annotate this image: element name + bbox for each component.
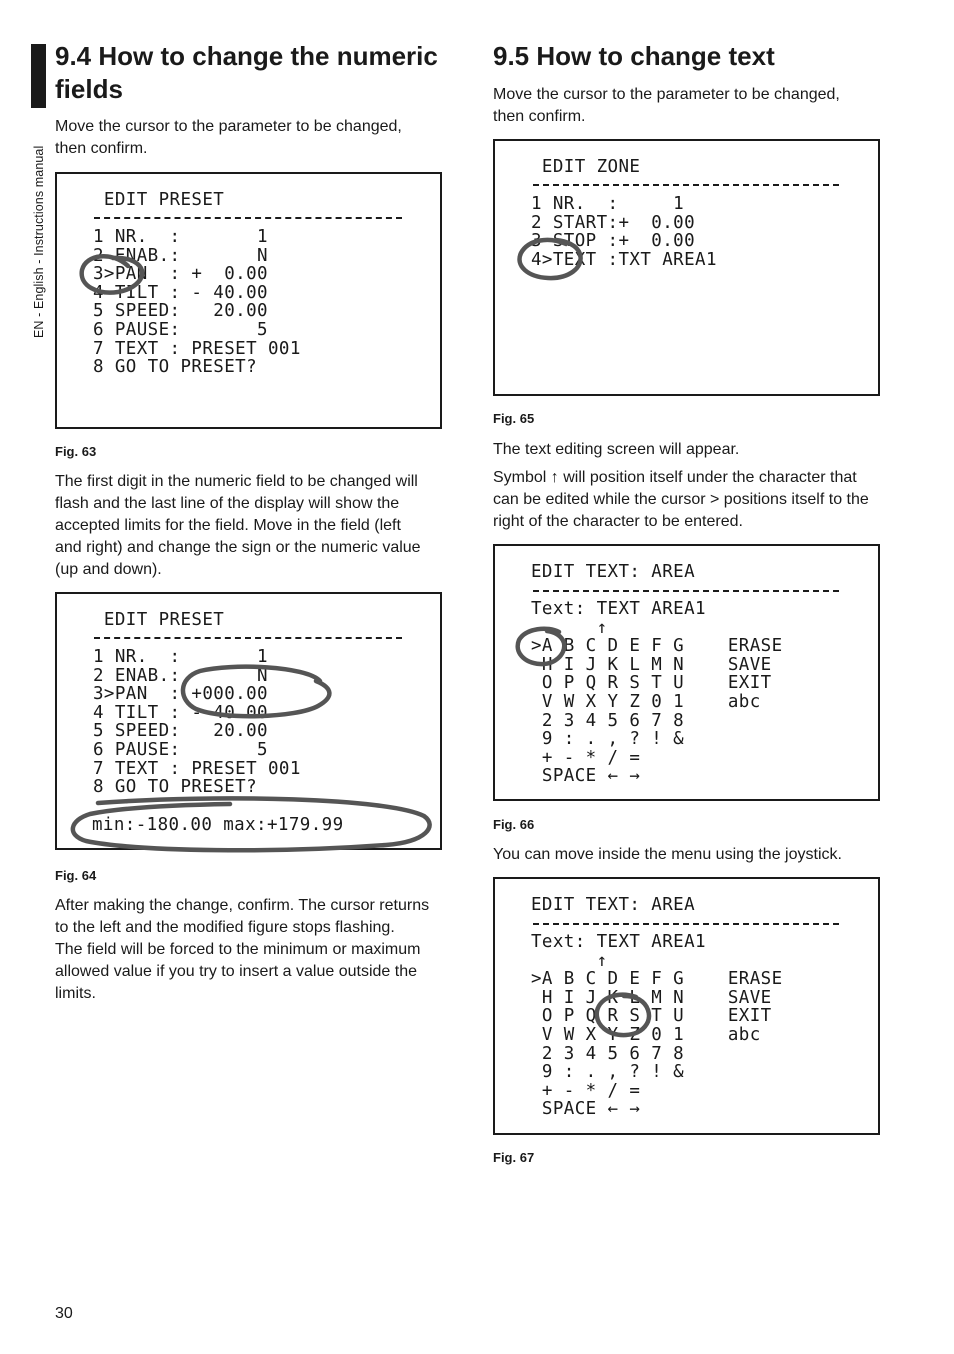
left-para1-line2: flash and the last line of the display will show the — [55, 495, 400, 512]
fig67-row-v: V W X Y Z 0 1 abc — [531, 1025, 761, 1045]
fig66-row-v: V W X Y Z 0 1 abc — [531, 692, 761, 712]
fig64-line-nr: 1 NR. : 1 — [93, 647, 268, 667]
fig64-caption: Fig. 64 — [55, 868, 97, 883]
right-para1: The text editing screen will appear. — [493, 441, 740, 458]
fig63-line-goto: 8 GO TO PRESET? — [93, 357, 258, 378]
fig63-title: EDIT PRESET — [93, 190, 225, 210]
fig66-row-o: O P Q R S T U EXIT — [531, 673, 772, 694]
fig64-display — [55, 592, 442, 850]
left-para2-line4: allowed value if you try to insert a value outside the — [55, 963, 417, 980]
heading-9-4-line1: 9.4 How to change the numeric — [55, 41, 438, 71]
right-intro-line2: then confirm. — [493, 108, 586, 125]
left-para1-line3: accepted limits for the field. Move in the field (left — [55, 517, 401, 534]
fig65-display — [493, 139, 880, 396]
left-para2-line2: to the left and the modified figure stops flashing. — [55, 919, 395, 936]
fig66-title: EDIT TEXT: AREA — [531, 562, 696, 582]
fig63-line-tilt: 4 TILT : - 40.00 — [93, 282, 268, 303]
left-para1-line5: (up and down). — [55, 561, 162, 578]
sidebar-manual-label: EN - English - Instructions manual — [32, 145, 46, 338]
right-para3: You can move inside the menu using the joystick. — [493, 846, 842, 863]
left-para2-line1: After making the change, confirm. The cursor returns — [55, 897, 430, 914]
fig65-caption: Fig. 65 — [493, 411, 535, 426]
fig67-text-value: Text: TEXT AREA1 — [531, 932, 706, 952]
fig65-line-stop: 3 STOP :+ 0.00 — [531, 231, 696, 252]
page-number: 30 — [55, 1305, 73, 1322]
fig64-line-pan: 3>PAN : +000.00 — [93, 684, 268, 705]
fig66-row-h: H I J K L M N SAVE — [531, 654, 772, 675]
left-para1-line4: and right) and change the sign or the numeric value — [55, 539, 421, 556]
fig67-caption: Fig. 67 — [493, 1150, 535, 1165]
fig67-row-punct: 9 : . , ? ! & — [531, 1062, 685, 1083]
fig66-up-arrow: ↑ — [531, 617, 608, 638]
left-para2-line5: limits. — [55, 985, 96, 1002]
heading-9-4-line2: fields — [55, 74, 123, 104]
fig67-row-space: SPACE ← → — [531, 1099, 641, 1120]
fig63-caption: Fig. 63 — [55, 444, 97, 459]
fig66-display — [493, 544, 880, 801]
fig64-line-speed: 5 SPEED: 20.00 — [93, 721, 268, 742]
fig66-separator — [533, 590, 839, 592]
fig66-row-digits: 2 3 4 5 6 7 8 — [531, 710, 685, 731]
fig64-line-text: 7 TEXT : PRESET 001 — [93, 758, 301, 779]
fig63-line-pan: 3>PAN : + 0.00 — [93, 264, 268, 285]
fig64-limits-line: min:-180.00 max:+179.99 — [92, 815, 344, 835]
fig67-row-h: H I J K L M N SAVE — [531, 987, 772, 1008]
fig66-caption: Fig. 66 — [493, 817, 535, 832]
fig64-line-tilt: 4 TILT : - 40.00 — [93, 702, 268, 723]
fig64-line-pause: 6 PAUSE: 5 — [93, 740, 268, 760]
fig67-row-symbols: + - * / = — [531, 1080, 641, 1101]
left-para1-line1: The first digit in the numeric field to be changed will — [55, 473, 418, 490]
fig65-line-start: 2 START:+ 0.00 — [531, 212, 696, 233]
right-para2-line3: right of the character to be entered. — [493, 513, 743, 530]
section-marker-bar — [31, 44, 46, 108]
fig66-row-punct: 9 : . , ? ! & — [531, 729, 685, 750]
left-para2-line3: The field will be forced to the minimum or maximum — [55, 941, 421, 958]
fig66-row-a: >A B C D E F G ERASE — [531, 636, 783, 657]
right-intro-line1: Move the cursor to the parameter to be changed, — [493, 86, 840, 103]
fig63-line-nr: 1 NR. : 1 — [93, 227, 268, 247]
fig66-row-symbols: + - * / = — [531, 747, 641, 768]
heading-9-5: 9.5 How to change text — [493, 41, 775, 71]
fig67-title: EDIT TEXT: AREA — [531, 895, 696, 915]
fig64-separator — [94, 637, 402, 639]
fig66-text-value: Text: TEXT AREA1 — [531, 599, 706, 619]
fig64-title: EDIT PRESET — [93, 610, 225, 630]
fig66-row-space: SPACE ← → — [531, 766, 641, 787]
fig65-separator — [533, 184, 839, 186]
fig67-separator — [533, 923, 839, 925]
left-intro-line2: then confirm. — [55, 140, 148, 157]
fig63-display — [55, 172, 442, 429]
fig64-line-enab: 2 ENAB.: N — [93, 665, 268, 686]
fig65-line-nr: 1 NR. : 1 — [531, 194, 685, 214]
fig67-display — [493, 877, 880, 1135]
left-intro-line1: Move the cursor to the parameter to be changed, — [55, 118, 402, 135]
right-para2-line2: can be edited while the cursor > positions itself to the — [493, 491, 869, 508]
right-para2-line1: Symbol ↑ will position itself under the character that — [493, 469, 857, 486]
fig67-up-arrow: ↑ — [531, 950, 608, 971]
fig65-line-text: 4>TEXT :TXT AREA1 — [531, 249, 717, 270]
fig67-row-o: O P Q R S T U EXIT — [531, 1006, 772, 1027]
fig63-line-text: 7 TEXT : PRESET 001 — [93, 338, 301, 359]
fig63-separator — [94, 217, 402, 219]
fig63-line-enab: 2 ENAB.: N — [93, 245, 268, 266]
fig63-line-pause: 6 PAUSE: 5 — [93, 320, 268, 340]
fig63-line-speed: 5 SPEED: 20.00 — [93, 301, 268, 322]
fig65-title: EDIT ZONE — [531, 157, 641, 177]
fig64-line-goto: 8 GO TO PRESET? — [93, 777, 258, 798]
fig67-row-a: >A B C D E F G ERASE — [531, 969, 783, 990]
fig67-row-digits: 2 3 4 5 6 7 8 — [531, 1043, 685, 1064]
